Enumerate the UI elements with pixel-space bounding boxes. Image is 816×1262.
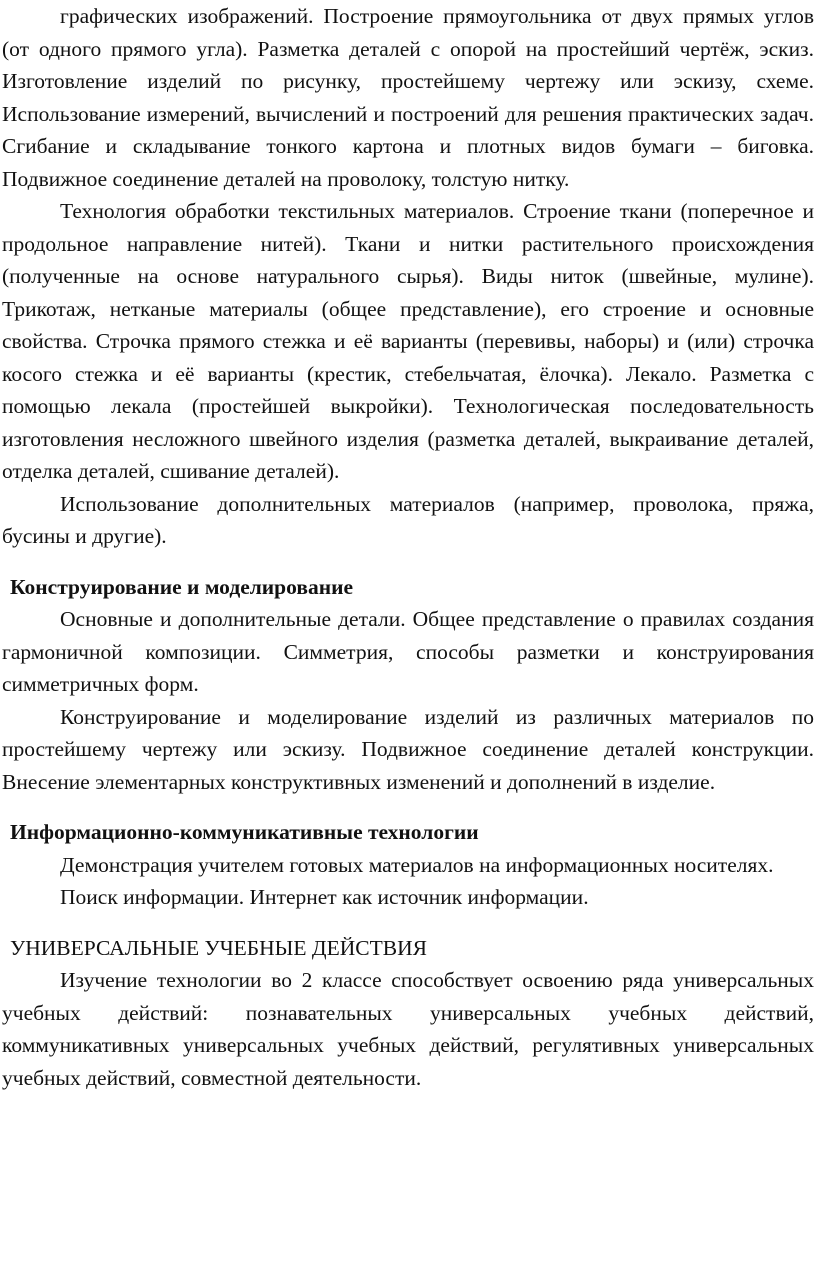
paragraph-textile-technology: Технология обработки текстильных материалов. Строение ткани (поперечное и продольное направление нитей). Ткани и нитки растительного происхождения (полученные на основе натурального сырья). Виды ниток (швейные, мулине). Трикотаж, нетканые материалы (общее представление), его строение и основные свойства. Строчка прямого стежка и её варианты (перевивы, наборы) и (или) строчка косого стежка и её варианты (крестик, стебельчатая, ёлочка). Лекало. Разметка с помощью лекала (простейшей выкройки). Технологическая последовательность изготовления несложного швейного изделия (разметка деталей, выкраивание деталей, отделка деталей, сшивание деталей).: [2, 199, 814, 483]
paragraph-construct-basics: Основные и дополнительные детали. Общее представление о правилах создания гармоничной композиции. Симметрия, способы разметки и конструирования симметричных форм.: [2, 607, 814, 696]
paragraph-additional-materials: Использование дополнительных материалов (например, проволока, пряжа, бусины и другие).: [2, 491, 814, 548]
heading-ict: Информационно-коммуникативные технологии: [10, 820, 479, 844]
paragraph-graphic-images: графических изображений. Построение прямоугольника от двух прямых углов (от одного прямого угла). Разметка деталей с опорой на простейший чертёж, эскиз. Изготовление изделий по рисунку, простейшему чертежу или эскизу, схеме. Использование измерений, вычислений и построений для решения практических задач. Сгибание и складывание тонкого картона и плотных видов бумаги – биговка. Подвижное соединение деталей на проволоку, толстую нитку.: [2, 4, 814, 191]
paragraph-ict-demo: Демонстрация учителем готовых материалов на информационных носителях.: [60, 852, 774, 877]
paragraph-construct-modeling: Конструирование и моделирование изделий из различных материалов по простейшему чертежу или эскизу. Подвижное соединение деталей конструкции. Внесение элементарных конструктивных изменений и дополнений в изделие.: [2, 704, 814, 794]
paragraph-uud-intro: Изучение технологии во 2 классе способствует освоению ряда универсальных учебных действий: познавательных универсальных учебных действий, коммуникативных универсальных учебных действий, регулятивных универсальных учебных действий, совместной деятельности.: [2, 968, 814, 1090]
heading-uud: УНИВЕРСАЛЬНЫЕ УЧЕБНЫЕ ДЕЙСТВИЯ: [10, 935, 427, 960]
paragraph-ict-search: Поиск информации. Интернет как источник информации.: [60, 885, 589, 909]
heading-construct: Конструирование и моделирование: [10, 574, 354, 599]
